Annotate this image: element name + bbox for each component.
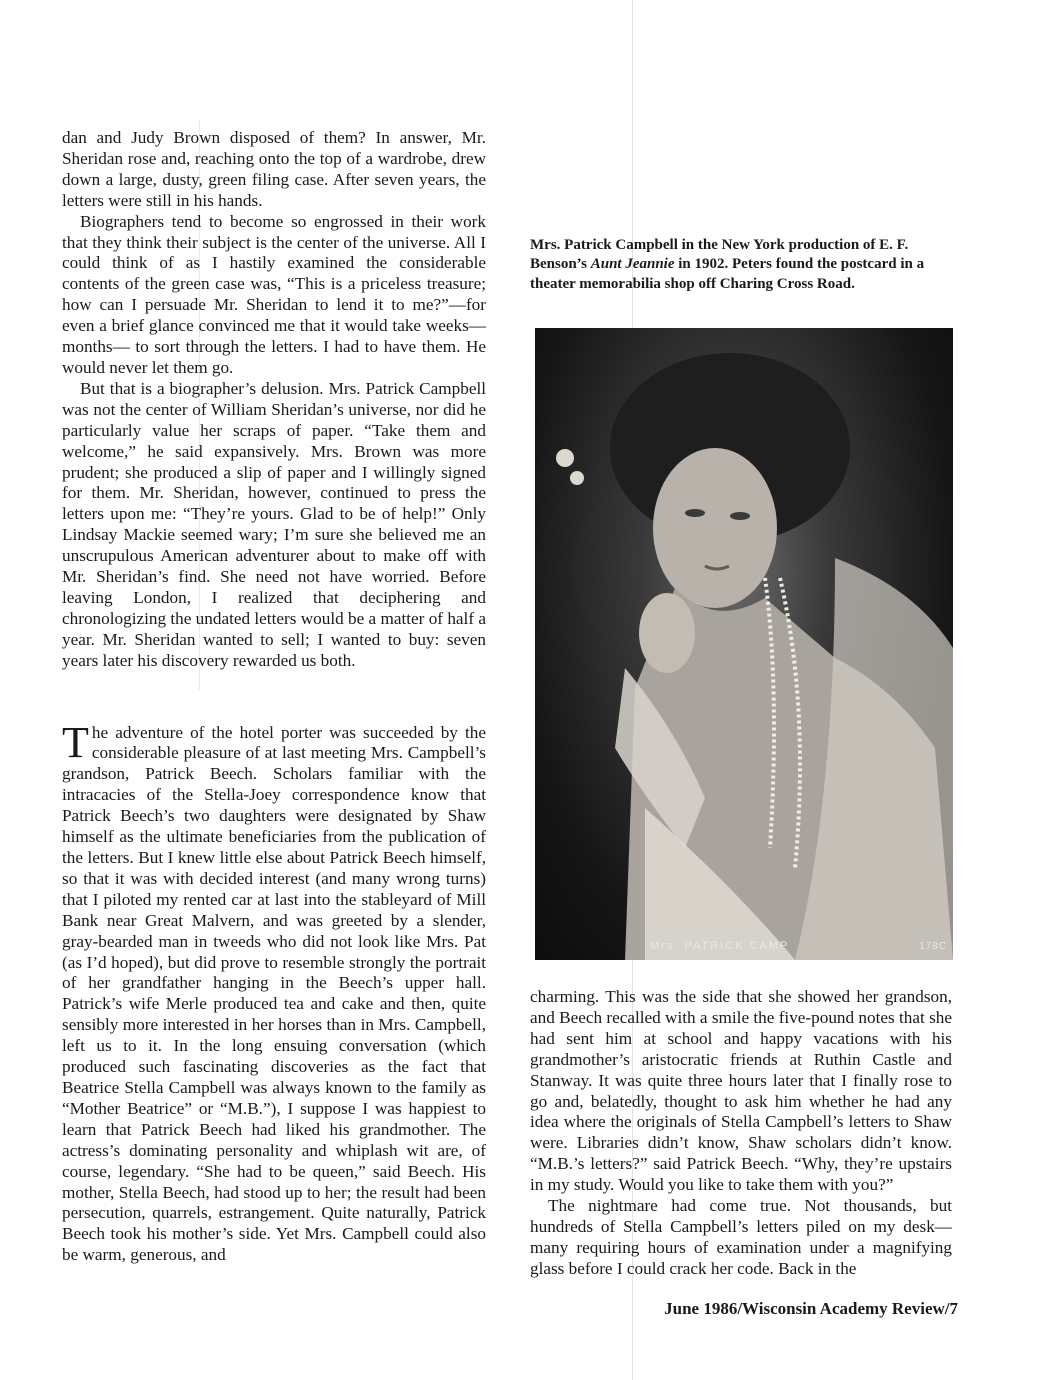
lead-text: he adventure of the hotel porter was succeeded by the considerable pleasure of at last meeting Mrs. Campbell’s grandson, Patrick Beech. Scholars familiar with the intracacies of the Stella-Joey correspondence know that Patrick Beech’s two daughters were designated by Shaw himself as the ultimate beneficiaries from the publication of the letters. But I knew little else about Patrick Beech himself, so that it was with decided interest (and many wrong turns) that I piloted my rented car at last into the stableyard of Mill Bank near Great Malvern, and was greeted by a slender, gray-bearded man in tweeds who did not look like Mrs. Pat (as I’d hoped), but did prove to resemble strongly the portrait of her grandfather hanging in the Beech’s upper hall. Patrick’s wife Merle produced tea and cake and then, quite sensibly more interested in her horses than in Mrs. Campbell, left us to it. In the long ensuing conversation (which produced such fascinating discoveries as the fact that Beatrice Stella Campbell was always known to the family as “Mother Beatrice” or “M.B.”), I suppose I was happiest to learn that Patrick Beech had liked his grandmother. The actress’s dominating personality and whiplash wit are, of course, legendary. “She had to be queen,” said Beech. His mother, Stella Beech, had stood up to her; the result had been persecution, quarrels, estrangement. Quite naturally, Patrick Beech took his mother’s side. Yet Mrs. Campbell could also be warm, generous, and bbox=[62, 722, 486, 1265]
eye-left bbox=[685, 509, 705, 517]
eye-right bbox=[730, 512, 750, 520]
postcard-label: Mrs. PATRICK CAMP bbox=[650, 940, 790, 952]
hair-flower bbox=[570, 471, 584, 485]
left-column bbox=[62, 128, 486, 1266]
page-footer: June 1986/Wisconsin Academy Review/7 bbox=[664, 1299, 958, 1318]
paragraph: dan and Judy Brown disposed of them? In answer, Mr. Sheridan rose and, reaching onto the top of a wardrobe, drew down a large, dusty, green filing case. After seven years, the letters were still in his hands. bbox=[62, 128, 486, 210]
portrait-illustration bbox=[535, 328, 953, 960]
right-column bbox=[530, 987, 952, 1280]
paragraph: But that is a biographer’s delusion. Mrs. Patrick Campbell was not the center of William Sheridan’s universe, nor did he particularly value her scraps of paper. “Take them and welcome,” he said expansively. Mrs. Brown was more prudent; she produced a slip of paper and I willingly signed for them. Mr. Sheridan, however, continued to press the letters upon me: “They’re yours. Glad to be of help!” Only Lindsay Mackie seemed wary; I’m sure she believed me an unscrupulous American adventurer about to make off with Mr. Sheridan’s find. She need not have worried. Before leaving London, I realized that deciphering and chronologizing the undated letters would be a matter of half a year. Mr. Sheridan wanted to sell; I wanted to buy: seven years later his discovery rewarded us both. bbox=[62, 378, 486, 670]
face-shape bbox=[653, 448, 777, 608]
paragraph: The nightmare had come true. Not thousands, but hundreds of Stella Campbell’s letters piled on my desk—many requiring hours of examination under a magnifying glass before I could crack her code. Back in the bbox=[530, 1196, 952, 1278]
hair-flower bbox=[556, 449, 574, 467]
paragraph: Biographers tend to become so engrossed in their work that they think their subject is the center of the universe. All I could think of as I hastily examined the considerable contents of the green case was, “This is a priceless treasure; how can I persuade Mr. Sheridan to lend it to me?”—for even a brief glance convinced me that it would take weeks—months— to sort through the letters. I had to have them. He would never let them go. bbox=[62, 211, 486, 377]
section-two bbox=[62, 717, 486, 1267]
caption-play-title: Aunt Jeannie bbox=[590, 256, 675, 273]
postcard-number: 178C bbox=[919, 941, 947, 952]
caption-text-2: in 1902. Peters found the postcard in a theater memorabilia shop off Charing Cross Road. bbox=[530, 256, 925, 292]
paragraph: charming. This was the side that she showed her grandson, and Beech recalled with a smile the five-pound notes that she had sent him at school and happy vacations with his grandmother’s aristocratic friends at Ruthin Castle and Stanway. It was quite three hours later that I finally rose to go and, belatedly, thought to ask him whether he had any idea where the originals of Stella Campbell’s letters to Shaw were. Libraries didn’t know, Shaw scholars didn’t know. “M.B.’s letters?” said Patrick Beech. “Why, they’re upstairs in my study. Would you like to take them with you?” bbox=[530, 987, 952, 1195]
portrait-photo bbox=[535, 328, 953, 960]
drop-cap: T bbox=[62, 717, 89, 767]
photo-caption bbox=[530, 236, 948, 294]
paragraph-lead bbox=[62, 717, 486, 1267]
hand-shape bbox=[639, 593, 695, 673]
caption-text-1: Mrs. Patrick Campbell in the New York production of E. F. Benson’s bbox=[530, 237, 909, 273]
